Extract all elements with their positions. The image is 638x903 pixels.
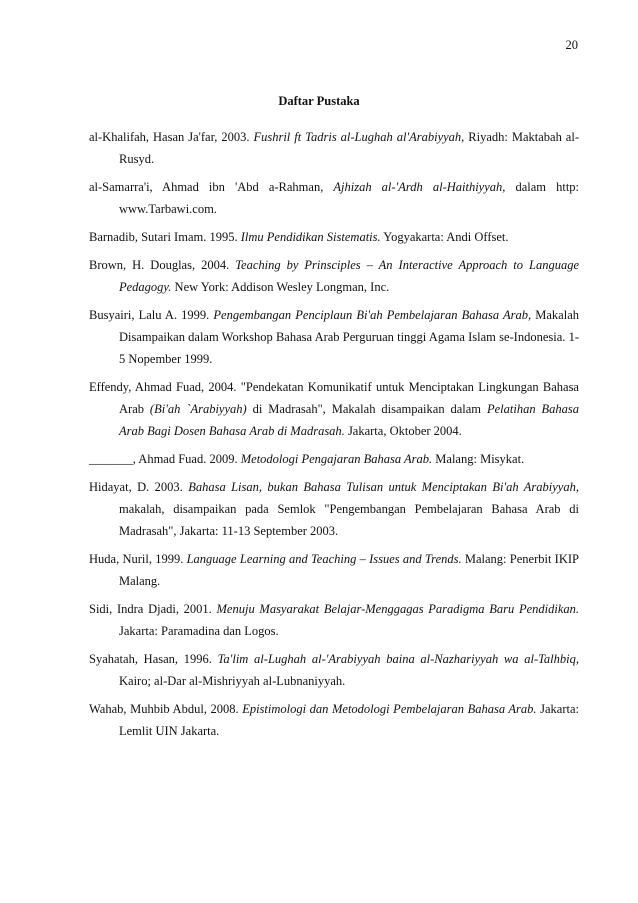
entry-title: Language Learning and Teaching – Issues and Trends. [186,552,462,566]
entry-text: Jakarta: Lemlit UIN Jakarta. [119,702,579,738]
entry-text: Yogyakarta: Andi Offset. [380,230,509,244]
entry-text: Effendy, Ahmad Fuad, 2004. "Pendekatan Komunikatif untuk Menciptakan Lingkungan Bahasa Arab [89,380,579,416]
entry-text: New York: Addison Wesley Longman, Inc. [171,280,390,294]
entry-title: Pelatihan Bahasa Arab Bagi Dosen Bahasa Arab di Madrasah. [119,402,579,438]
bibliography-entry-al-khalifah [89,126,579,170]
entry-text: al-Khalifah, Hasan Ja'far, 2003. [89,130,254,144]
bibliography-entry-huda [89,548,579,592]
entry-text: Jakarta, Oktober 2004. [344,424,462,438]
entry-text: Riyadh: Maktabah al-Rusyd. [119,130,579,166]
entry-text: Jakarta: Paramadina dan Logos. [119,624,279,638]
entry-text: makalah, disampaikan pada Semlok "Pengembangan Pembelajaran Bahasa Arab di Madrasah", Jakarta: 11-13 September 2003. [119,502,579,538]
entry-text: Huda, Nuril, 1999. [89,552,187,566]
entry-text: Malang: Misykat. [432,452,525,466]
entry-text: Malang: Penerbit IKIP Malang. [119,552,579,588]
bibliography-entry-sidi [89,598,579,642]
bibliography-entry-effendy [89,376,579,442]
entry-text: dalam http: www.Tarbawi.com. [119,180,580,216]
page-title: Daftar Pustaka [278,94,360,108]
bibliography-entry-barnadib [89,226,579,248]
entry-title: Epistimologi dan Metodologi Pembelajaran Bahasa Arab. [242,702,537,716]
entry-title: Bahasa Lisan, bukan Bahasa Tulisan untuk Menciptakan Bi'ah Arabiyyah, [188,480,579,494]
entry-text: Hidayat, D. 2003. [89,480,189,494]
entry-text: Barnadib, Sutari Imam. 1995. [89,230,241,244]
entry-text: Brown, H. Douglas, 2004. [89,258,236,272]
entry-title: Ajhizah al-'Ardh al-Haithiyyah, [333,180,506,194]
entry-title: Menuju Masyarakat Belajar-Menggagas Paradigma Baru Pendidikan. [216,602,579,616]
entry-title: Ilmu Pendidikan Sistematis. [240,230,381,244]
bibliography-entry-brown [89,254,579,298]
bibliography-entry-busyairi [89,304,579,370]
bibliography-entry-effendy-2009 [89,448,579,470]
entry-text: Busyairi, Lalu A. 1999. [89,308,214,322]
bibliography-entry-wahab [89,698,579,742]
entry-title: Ta'lim al-Lughah al-'Arabiyyah baina al-Nazhariyyah wa al-Talhbiq, [217,652,579,666]
entry-title: Teaching by Prinsciples – An Interactive Approach to Language Pedagogy. [119,258,580,294]
entry-text: Syahatah, Hasan, 1996. [89,652,218,666]
entry-text: Sidi, Indra Djadi, 2001. [89,602,217,616]
page-number: 20 [565,38,578,52]
entry-text: di Madrasah", Makalah disampaikan dalam [246,402,487,416]
entry-title: Metodologi Pengajaran Bahasa Arab. [240,452,433,466]
entry-title: Fushril ft Tadris al-Lughah al'Arabiyyah, [253,130,465,144]
entry-text: Kairo; al-Dar al-Mishriyyah al-Lubnaniyyah. [119,674,346,688]
entry-title: (Bi'ah `Arabiyyah) [149,402,247,416]
bibliography-entry-syahatah [89,648,579,692]
entry-text: _______, Ahmad Fuad. 2009. [89,452,241,466]
entry-text: Wahab, Muhbib Abdul, 2008. [89,702,243,716]
bibliography-entry-al-samarrai [89,176,579,220]
entry-text: Makalah Disampaikan dalam Workshop Bahasa Arab Perguruan tinggi Agama Islam se-Indonesia. 1-5 Nopember 1999. [119,308,579,366]
bibliography-entry-hidayat [89,476,579,542]
entry-title: Pengembangan Penciplaun Bi'ah Pembelajaran Bahasa Arab, [213,308,532,322]
entry-text: al-Samarra'i, Ahmad ibn 'Abd a-Rahman, [89,180,334,194]
bibliography-list [89,126,579,748]
